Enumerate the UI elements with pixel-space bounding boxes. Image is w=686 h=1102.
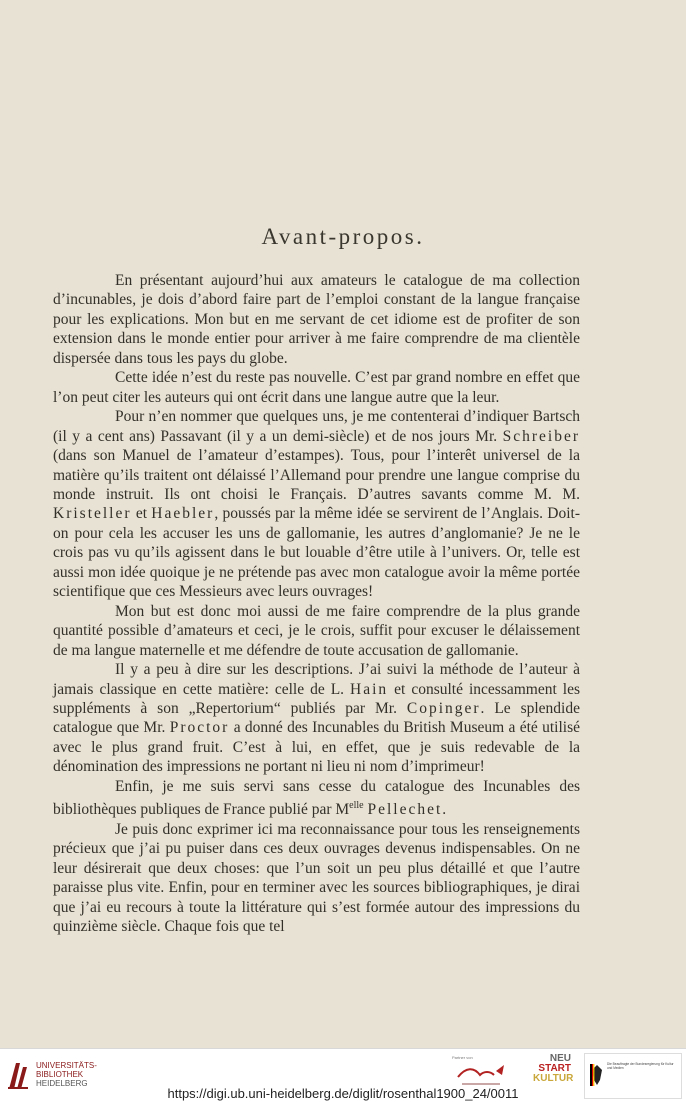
paragraph <box>53 368 580 407</box>
library-name <box>36 1061 97 1088</box>
partner-logo[interactable] <box>452 1053 512 1095</box>
paragraph <box>53 602 580 660</box>
spaced-name: Hain <box>350 680 389 698</box>
neustart-line1: NEU <box>549 1053 571 1064</box>
spaced-name: Kristeller <box>53 505 132 523</box>
paragraph <box>53 407 580 602</box>
text-run: et consulté incessamment les suppléments à son „Repertorium“ publiés par Mr. <box>53 680 580 717</box>
spaced-name: Pellechet <box>367 801 443 819</box>
text-run: . <box>442 801 447 819</box>
paragraph <box>53 820 580 937</box>
viewer-footer <box>0 1048 686 1102</box>
permalink-url[interactable]: https://digi.ub.uni-heidelberg.de/diglit/rosenthal1900_24/0011 <box>167 1086 519 1101</box>
bkm-logo[interactable] <box>584 1053 682 1099</box>
text-run: Il y a peu à dire sur les descriptions. J’ai suivi la méthode de l’auteur à jamais classique en cette matière: celle de L. <box>53 661 580 698</box>
spaced-name: Schreiber <box>502 427 580 445</box>
spaced-name: Copinger <box>406 699 481 717</box>
text-run: Pour n’en nommer que quelques uns, je me contenterai d’indiquer Bartsch (il y a cent ans) Passavant (il y a un demi-siècle) et de nos jours Mr. <box>53 408 580 445</box>
library-name-line3: HEIDELBERG <box>36 1079 88 1088</box>
text-run: Je puis donc exprimer ici ma reconnaissance pour tous les renseignements précieux que j’ai pu puiser dans ces deux ouvrages devenus indispensables. On ne leur désirerait que deux choses: que l’un soit un peu plus détaillé et que l’autre paraisse plus vite. Enfin, pour en terminer avec les sources bibliographiques, je dirai que j’ai eu recours à toute la littérature qui s’est formée autour des impressions du quinzième siècle. Chaque fois que tel <box>53 820 580 936</box>
text-run: . Le splendide catalogue que Mr. <box>53 699 580 737</box>
paragraph <box>53 777 580 820</box>
paragraph <box>53 660 580 777</box>
neustart-line3: KULTUR <box>533 1073 574 1084</box>
bkm-text: Die Beauftragte der Bundesregierung für Kultur und Medien <box>607 1062 674 1070</box>
library-name-line1: UNIVERSITÄTS- <box>36 1061 97 1070</box>
text-run: a donné des Incunables du British Museum a été utilisé avec le plus grand fruit. C’est à lui, en effet, que je suis redevable de la dénomination des impressions ne portant ni lieu ni nom d’imprimeur! <box>53 719 580 776</box>
superscript: elle <box>349 800 364 812</box>
text-run: Cette idée n’est du reste pas nouvelle. C’est par grand nombre en effet que l’on peut citer les auteurs qui ont écrit dans une langue autre que la leur. <box>53 369 580 406</box>
text-run: , poussés par la même idée se servirent de l’Anglais. Doit-on pour cela les accuser les uns de gallomanie, les autres d’anglomanie? Je ne le crois pas vu qu’ils agissent dans le but louable d’être utile à l’univers. Or, telle est aussi mon idée quoique je ne prétende pas avec mon catalogue avoir la même portée scientifique que ces Messieurs avec leurs ouvrages! <box>53 505 580 601</box>
body-text <box>53 271 580 937</box>
text-run: et <box>131 505 152 523</box>
text-run: Enfin, je me suis servi sans cesse du catalogue des Incunables des bibliothèques publiques de France publié par M <box>53 777 580 819</box>
spaced-name: Haebler <box>151 505 215 523</box>
neustart-kultur-logo[interactable] <box>533 1053 574 1084</box>
neustart-line2: START <box>538 1063 571 1074</box>
paragraph <box>53 271 580 368</box>
text-run: En présentant aujourd’hui aux amateurs le catalogue de ma collection d’incunables, je dois d’abord faire part de l’emploi constant de la langue française pour les explications. Mon but en me servant de cet idiome est de profiter de son extension dans le monde entier pour arriver à me faire comprendre de ma clientèle dispersée dans tous les pays du globe. <box>53 272 580 367</box>
partner-caption: Partner von <box>452 1055 473 1060</box>
federal-eagle-icon <box>590 1064 604 1086</box>
page-title: Avant-propos. <box>261 224 425 249</box>
text-run: Mon but est donc moi aussi de me faire comprendre de la plus grande quantité possible d’amateurs et ceci, je le crois, suffit pour excuser le délaissement de ma langue maternelle et me défendre de toute accusation de gallomanie. <box>53 602 580 659</box>
library-name-line2: BIBLIOTHEK <box>36 1070 84 1079</box>
text-run: (dans son Manuel de l’amateur d’estampes). Tous, pour l’interêt universel de la matière qu’ils traitent ont délaissé l’Allemand pour prendre une langue comprise du monde instruit. Ils ont choisi le Français. D’autres savants comme M. M. <box>53 447 580 503</box>
spaced-name: Proctor <box>169 719 230 737</box>
